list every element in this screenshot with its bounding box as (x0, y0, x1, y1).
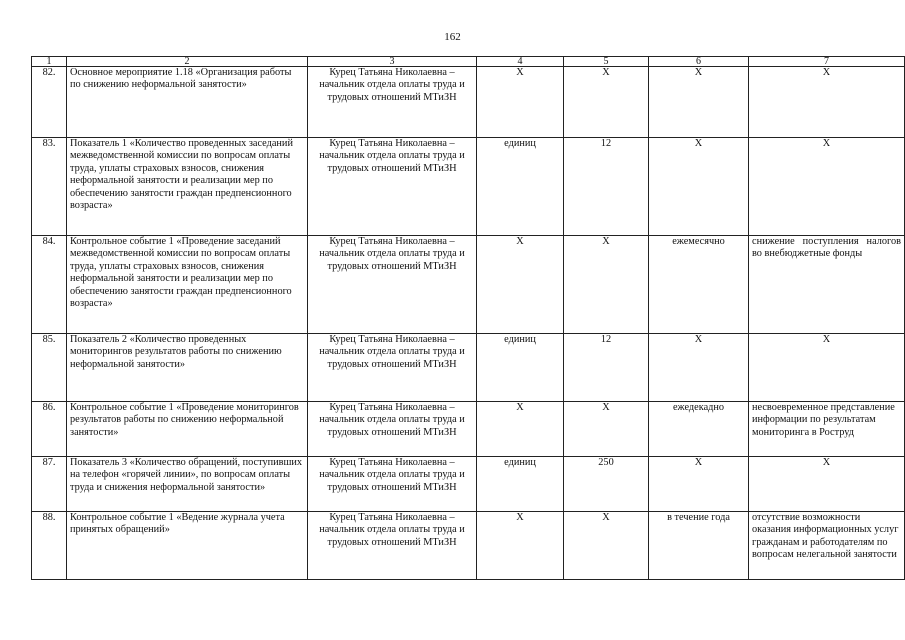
row-number: 82. (32, 67, 67, 138)
unit-cell: X (477, 402, 564, 457)
unit-cell: X (477, 67, 564, 138)
row-number: 85. (32, 334, 67, 402)
table-row (32, 402, 905, 457)
event-text: Контрольное событие 1 «Проведение заседаний межведомственной комиссии по вопросам оплаты труда, уплаты страховых взносов, снижения неформальной занятости и реализации мер по обеспечению занятости граждан предпенсионного возраста» (67, 236, 308, 334)
col-header-7: 7 (749, 57, 905, 67)
page-number: 162 (444, 31, 461, 43)
value-cell: 12 (564, 334, 649, 402)
responsible: Курец Татьяна Николаевна – начальник отдела оплаты труда и трудовых отношений МТиЗН (308, 457, 477, 512)
risk-cell: отсутствие возможности оказания информационных услуг гражданам и работодателям по вопросам нелегальной занятости (749, 512, 905, 580)
event-text: Показатель 3 «Количество обращений, поступивших на телефон «горячей линии», по вопросам оплаты труда и снижения неформальной занятости» (67, 457, 308, 512)
responsible: Курец Татьяна Николаевна – начальник отдела оплаты труда и трудовых отношений МТиЗН (308, 512, 477, 580)
value-cell: 12 (564, 138, 649, 236)
event-text: Контрольное событие 1 «Проведение мониторингов результатов работы по снижению неформальной занятости» (67, 402, 308, 457)
col-header-1: 1 (32, 57, 67, 67)
table-row (32, 67, 905, 138)
event-text: Показатель 2 «Количество проведенных мониторингов результатов работы по снижению неформальной занятости» (67, 334, 308, 402)
event-text: Показатель 1 «Количество проведенных заседаний межведомственной комиссии по вопросам оплаты труда, уплаты страховых взносов, снижения неформальной занятости и реализации мер по обеспечению занятости граждан предпенсионного возраста» (67, 138, 308, 236)
value-cell: X (564, 67, 649, 138)
value-cell: 250 (564, 457, 649, 512)
row-number: 86. (32, 402, 67, 457)
risk-cell: X (749, 138, 905, 236)
table-row (32, 138, 905, 236)
period-cell: ежедекадно (649, 402, 749, 457)
event-text: Контрольное событие 1 «Ведение журнала учета принятых обращений» (67, 512, 308, 580)
event-text: Основное мероприятие 1.18 «Организация работы по снижению неформальной занятости» (67, 67, 308, 138)
plan-table (31, 56, 905, 580)
value-cell: X (564, 402, 649, 457)
table-row (32, 512, 905, 580)
unit-cell: единиц (477, 138, 564, 236)
row-number: 88. (32, 512, 67, 580)
unit-cell: X (477, 512, 564, 580)
risk-cell: X (749, 67, 905, 138)
table-row (32, 334, 905, 402)
period-cell: X (649, 67, 749, 138)
period-cell: X (649, 138, 749, 236)
column-number-row (32, 57, 905, 67)
risk-cell: X (749, 334, 905, 402)
risk-cell: несвоевременное представление информации по результатам мониторинга в Роструд (749, 402, 905, 457)
col-header-2: 2 (67, 57, 308, 67)
table-row (32, 236, 905, 334)
row-number: 83. (32, 138, 67, 236)
responsible: Курец Татьяна Николаевна – начальник отдела оплаты труда и трудовых отношений МТиЗН (308, 138, 477, 236)
period-cell: X (649, 457, 749, 512)
responsible: Курец Татьяна Николаевна – начальник отдела оплаты труда и трудовых отношений МТиЗН (308, 67, 477, 138)
table-row (32, 457, 905, 512)
period-cell: ежемесячно (649, 236, 749, 334)
row-number: 84. (32, 236, 67, 334)
risk-cell: X (749, 457, 905, 512)
col-header-5: 5 (564, 57, 649, 67)
period-cell: в течение года (649, 512, 749, 580)
period-cell: X (649, 334, 749, 402)
responsible: Курец Татьяна Николаевна – начальник отдела оплаты труда и трудовых отношений МТиЗН (308, 402, 477, 457)
value-cell: X (564, 236, 649, 334)
unit-cell: единиц (477, 457, 564, 512)
unit-cell: X (477, 236, 564, 334)
responsible: Курец Татьяна Николаевна – начальник отдела оплаты труда и трудовых отношений МТиЗН (308, 236, 477, 334)
value-cell: X (564, 512, 649, 580)
unit-cell: единиц (477, 334, 564, 402)
col-header-6: 6 (649, 57, 749, 67)
col-header-3: 3 (308, 57, 477, 67)
col-header-4: 4 (477, 57, 564, 67)
row-number: 87. (32, 457, 67, 512)
responsible: Курец Татьяна Николаевна – начальник отдела оплаты труда и трудовых отношений МТиЗН (308, 334, 477, 402)
risk-cell: снижение поступления налогов во внебюджетные фонды (749, 236, 905, 334)
